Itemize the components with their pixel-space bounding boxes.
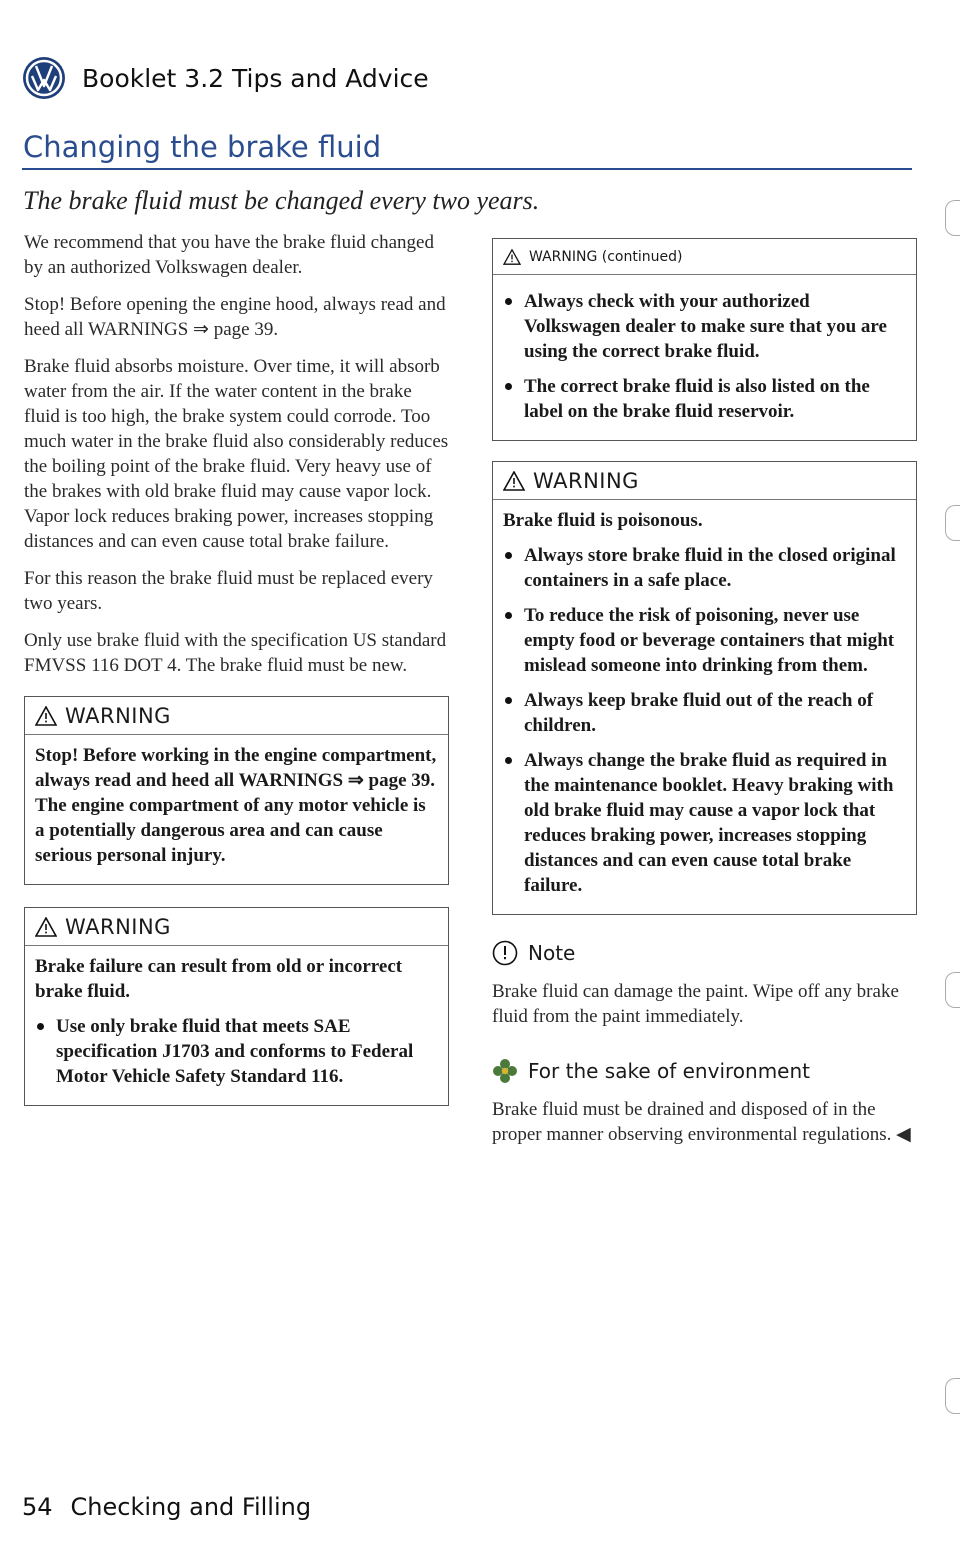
bullet-dot <box>505 383 512 390</box>
warning-bullet <box>503 688 906 738</box>
warning-bullet <box>503 603 906 678</box>
warning-triangle-icon <box>503 249 521 265</box>
warning-label: WARNING <box>65 914 171 939</box>
note-title: Note <box>528 941 576 965</box>
paragraph: For this reason the brake fluid must be replaced every two years. <box>24 568 433 614</box>
bullet-dot <box>505 298 512 305</box>
bullet-dot <box>505 552 512 559</box>
warning-bullet <box>503 543 906 593</box>
warning-box <box>24 696 449 885</box>
environment-text: Brake fluid must be drained and disposed of in the proper manner observing environmental regulations. ◀ <box>492 1099 911 1145</box>
warning-box <box>492 461 917 915</box>
bullet-dot <box>37 1023 44 1030</box>
bullet-text: Always store brake fluid in the closed original containers in a safe place. <box>524 545 896 591</box>
page-header <box>22 54 429 102</box>
environment-flower-icon <box>492 1058 518 1084</box>
warning-text: Brake failure can result from old or incorrect brake fluid. <box>35 956 403 1002</box>
warning-triangle-icon <box>503 471 525 491</box>
warning-text: Brake fluid is poisonous. <box>503 510 703 531</box>
bullet-dot <box>505 697 512 704</box>
warning-bullet <box>503 374 906 424</box>
bullet-text: The correct brake fluid is also listed on the label on the brake fluid reservoir. <box>524 376 870 422</box>
bullet-dot <box>505 612 512 619</box>
booklet-title: Booklet 3.2 Tips and Advice <box>82 63 429 93</box>
page-tab-marker <box>945 505 960 541</box>
page-footer <box>22 1493 311 1521</box>
page-tab-marker <box>945 1378 960 1414</box>
warning-continued-box <box>492 238 917 441</box>
page-number: 54 <box>22 1493 53 1521</box>
bullet-text: Use only brake fluid that meets SAE specification J1703 and conforms to Federal Motor Vehicle Safety Standard 116. <box>56 1016 414 1087</box>
warning-header <box>493 239 916 275</box>
environment-title: For the sake of environment <box>528 1059 811 1083</box>
paragraph: Stop! Before opening the engine hood, always read and heed all WARNINGS ⇒ page 39. <box>24 294 446 340</box>
warning-bullet <box>503 289 906 364</box>
page-tab-marker <box>945 200 960 236</box>
note-text: Brake fluid can damage the paint. Wipe off any brake fluid from the paint immediately. <box>492 981 899 1027</box>
warning-header <box>25 697 448 735</box>
page-title: Changing the brake fluid <box>23 130 382 164</box>
warning-triangle-icon <box>35 917 57 937</box>
note-info-icon <box>492 940 518 966</box>
intro-line: The brake fluid must be changed every two years. <box>23 186 540 215</box>
warning-header <box>493 462 916 500</box>
paragraph: Brake fluid absorbs moisture. Over time, it will absorb water from the air. If the water content in the brake fluid is too high, the brake system could corrode. Too much water in the brake fluid also considerably reduces the boiling point of the brake fluid. Very heavy use of the brakes with old brake fluid may cause vapor lock. Vapor lock reduces braking power, increases stopping distances and can even cause total brake failure. <box>24 356 449 552</box>
environment-header <box>492 1055 917 1087</box>
right-column <box>492 230 917 1159</box>
warning-triangle-icon <box>35 706 57 726</box>
section-name: Checking and Filling <box>70 1493 312 1521</box>
warning-bullet <box>503 748 906 898</box>
warning-label: WARNING (continued) <box>529 248 683 265</box>
bullet-dot <box>505 757 512 764</box>
warning-box <box>24 907 449 1106</box>
note-header <box>492 937 917 969</box>
vw-logo-icon <box>22 56 66 100</box>
left-column <box>24 230 449 1106</box>
warning-header <box>25 908 448 946</box>
bullet-text: Always change the brake fluid as required in the maintenance booklet. Heavy braking with old brake fluid may cause a vapor lock that reduces braking power, increases stopping distances and can even cause total brake failure. <box>524 750 894 896</box>
page-tab-marker <box>945 972 960 1008</box>
heading-divider <box>22 168 912 170</box>
warning-label: WARNING <box>65 703 171 728</box>
paragraph: We recommend that you have the brake fluid changed by an authorized Volkswagen dealer. <box>24 232 434 278</box>
warning-text: Stop! Before working in the engine compartment, always read and heed all WARNINGS ⇒ page 39. The engine compartment of any motor vehicle is a potentially dangerous area and can cause serious personal injury. <box>35 745 437 866</box>
bullet-text: To reduce the risk of poisoning, never use empty food or beverage containers that might mislead someone into drinking from them. <box>524 605 895 676</box>
bullet-text: Always check with your authorized Volkswagen dealer to make sure that you are using the correct brake fluid. <box>524 291 887 362</box>
bullet-text: Always keep brake fluid out of the reach of children. <box>524 690 874 736</box>
warning-label: WARNING <box>533 468 639 493</box>
paragraph: Only use brake fluid with the specification US standard FMVSS 116 DOT 4. The brake fluid must be new. <box>24 630 447 676</box>
warning-bullet <box>35 1014 438 1089</box>
